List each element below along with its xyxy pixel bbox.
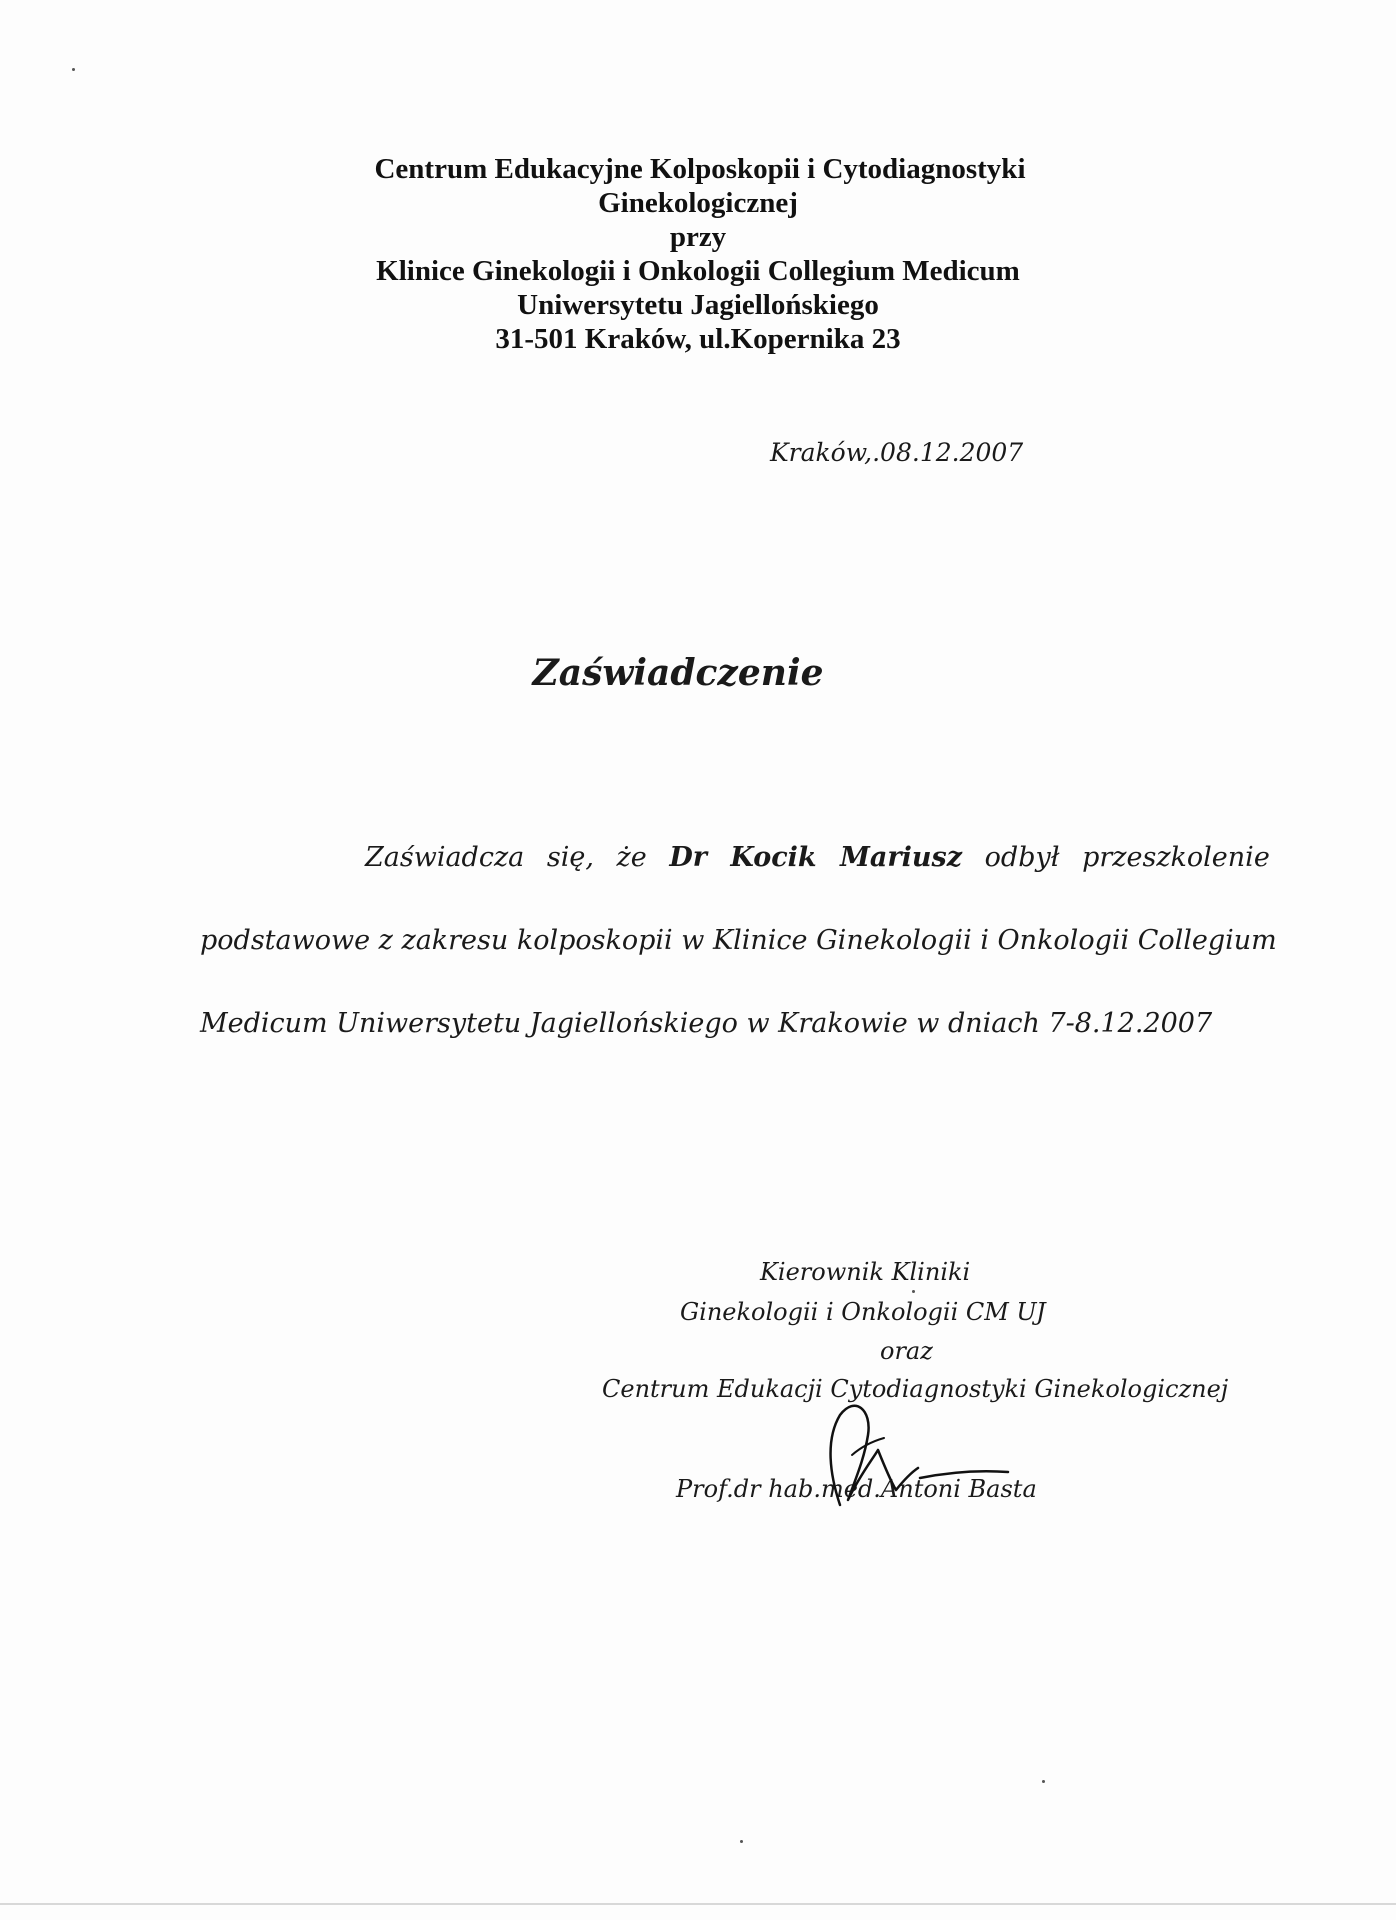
header-line-4: Klinice Ginekologii i Onkologii Collegium Medicum <box>376 255 1020 287</box>
header-line-5: Uniwersytetu Jagiellońskiego <box>517 289 879 321</box>
signature-conjunction: oraz <box>880 1337 933 1365</box>
scan-speck <box>740 1840 743 1843</box>
header-line-6: 31-501 Kraków, ul.Kopernika 23 <box>495 323 901 355</box>
header-line-2: Ginekologicznej <box>598 187 798 219</box>
signatory-name: Prof.dr hab.med.Antoni Basta <box>676 1475 1037 1503</box>
signature-role-1: Kierownik Kliniki <box>760 1258 971 1286</box>
document-date: Kraków,.08.12.2007 <box>770 438 1024 467</box>
recipient-name: Dr Kocik Mariusz <box>669 842 963 873</box>
body-line-1-pre: Zaświadcza się, że <box>365 842 647 873</box>
scan-edge-line <box>0 1903 1396 1905</box>
signature-role-2: Ginekologii i Onkologii CM UJ <box>680 1298 1046 1326</box>
scan-speck <box>1042 1780 1045 1783</box>
handwritten-signature <box>800 1380 1020 1530</box>
header-line-1: Centrum Edukacyjne Kolposkopii i Cytodiagnostyki <box>374 153 1026 185</box>
scan-speck <box>912 1290 915 1293</box>
body-line-1-post: odbył przeszkolenie <box>984 842 1270 873</box>
body-line-3: Medicum Uniwersytetu Jagiellońskiego w Krakowie w dniach 7-8.12.2007 <box>200 1008 1213 1039</box>
header-line-3: przy <box>669 221 727 253</box>
body-line-1 <box>365 842 1270 873</box>
body-line-2: podstawowe z zakresu kolposkopii w Klinice Ginekologii i Onkologii Collegium <box>200 925 1277 956</box>
signature-role-3: Centrum Edukacji Cytodiagnostyki Ginekologicznej <box>602 1375 1229 1403</box>
document-title: Zaświadczenie <box>532 652 824 694</box>
institution-header <box>0 152 1396 356</box>
scan-speck <box>72 68 75 71</box>
